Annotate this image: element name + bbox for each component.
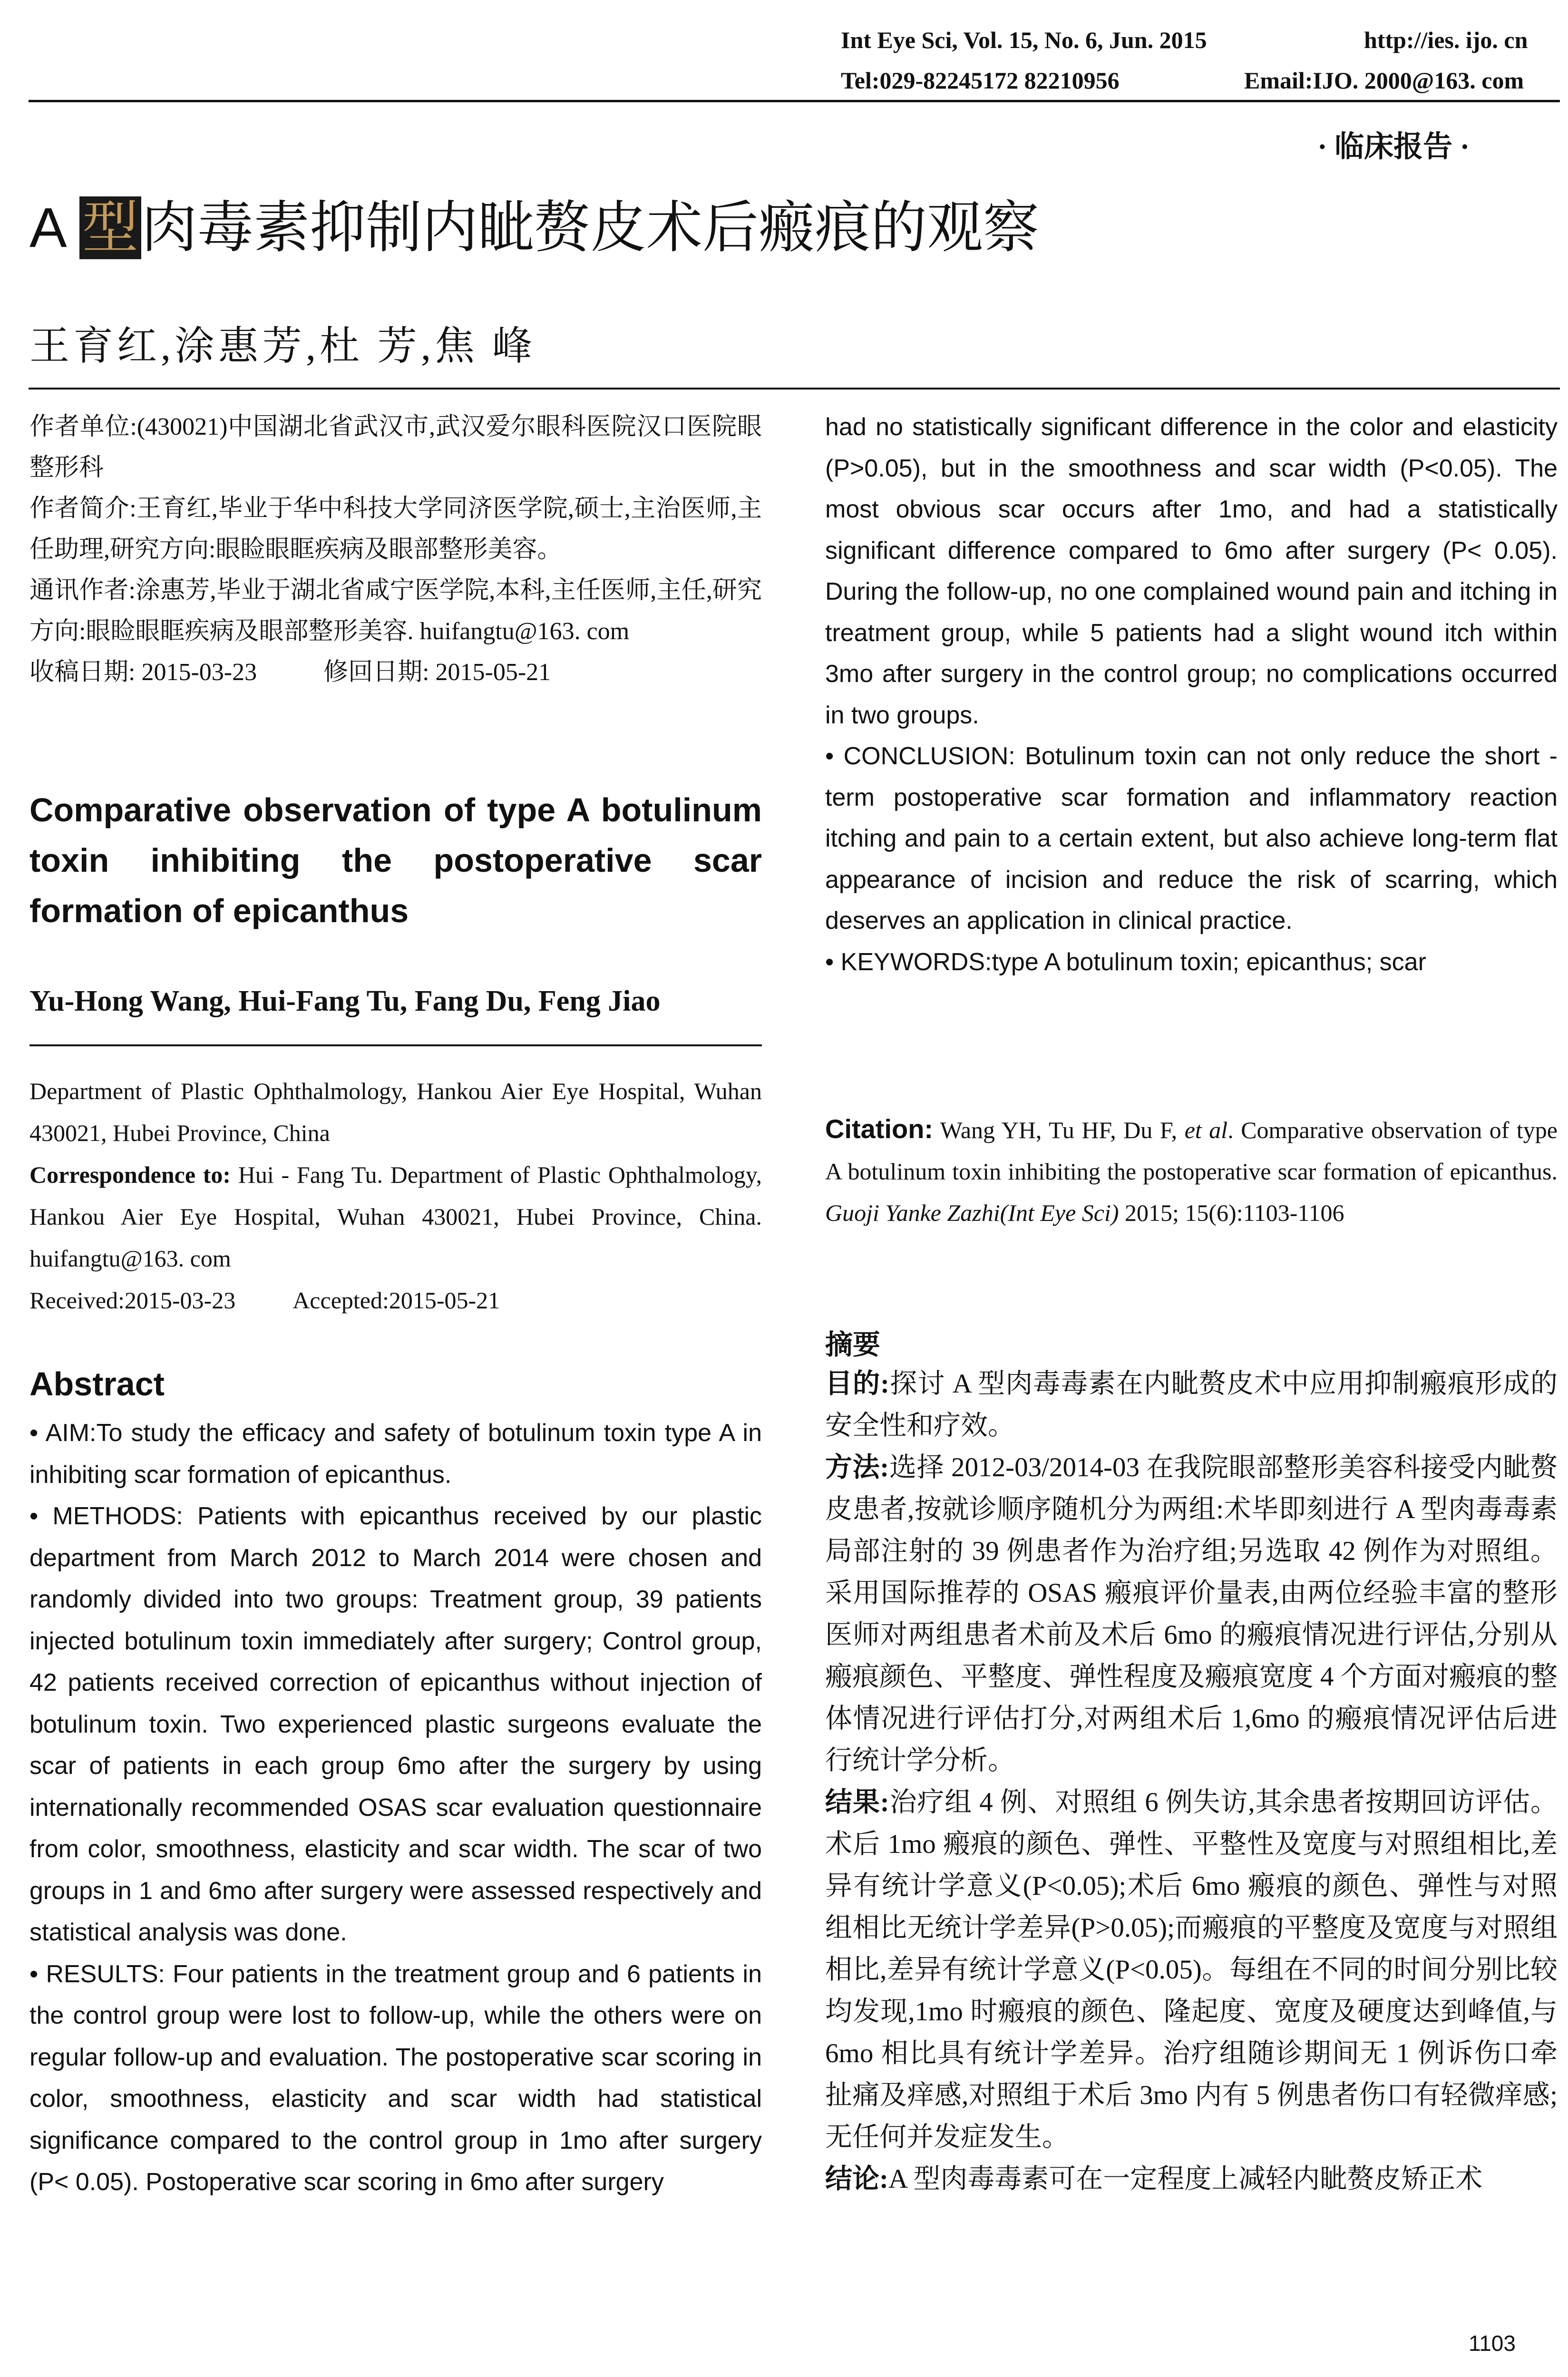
citation-label: Citation: <box>825 1114 934 1144</box>
cn-aim <box>825 1363 1558 1447</box>
citation-block <box>825 1108 1558 1279</box>
en-department: Department of Plastic Ophthalmology, Hankou Aier Eye Hospital, Wuhan 430021, Hubei Province, China <box>29 1078 762 1146</box>
citation-journal: Guoji Yanke Zazhi(Int Eye Sci) <box>825 1199 1119 1226</box>
en-correspondence <box>29 1154 762 1279</box>
abstract-heading: Abstract <box>29 1365 165 1403</box>
abstract-methods: • METHODS: Patients with epicanthus received by our plastic department from March 2012 to March 2014 were chosen and randomly divided into two groups: Treatment group, 39 patients injected botulinum toxin immediately after surgery; Control group, 42 patients received correction of epicanthus without injection of botulinum toxin. Two experienced plastic surgeons evaluate the scar of patients in each group 6mo after the surgery by using internationally recommended OSAS scar evaluation questionnaire from color, smoothness, elasticity and scar width. The scar of two groups in 1 and 6mo after surgery were assessed respectively and statistical analysis was done. <box>29 1502 762 1946</box>
abstract-results-left: • RESULTS: Four patients in the treatment group and 6 patients in the control group were lost to follow-up, while the others were on regular follow-up and evaluation. The postoperative scar scoring in color, smoothness, elasticity and scar width had statistical significance compared to the control group in 1mo after surgery (P< 0.05). Postoperative scar scoring in 6mo after surgery <box>29 1960 762 2196</box>
affiliation-cn: 作者单位:(430021)中国湖北省武汉市,武汉爱尔眼科医院汉口医院眼整形科 <box>29 413 762 481</box>
abstract-right-body <box>825 407 1558 1077</box>
authors-rule <box>29 388 1560 390</box>
author-info-cn <box>29 407 762 759</box>
cn-abstract-body <box>825 1363 1558 2362</box>
page-number: 1103 <box>1469 2331 1516 2356</box>
citation-body: . Comparative observation of type A botulinum toxin inhibiting the postoperative scar formation of epicanthus. <box>825 1117 1558 1185</box>
cn-abstract-heading: 摘要 <box>825 1329 881 1360</box>
abstract-left-body <box>29 1413 762 2345</box>
received-cn: 收稿日期: 2015-03-23 <box>29 659 257 686</box>
authors-cn: 王育红,涂惠芳,杜 芳,焦 峰 <box>29 324 536 369</box>
abstract-keywords: • KEYWORDS:type A botulinum toxin; epicanthus; scar <box>825 948 1426 976</box>
cn-aim-label: 目的: <box>825 1369 890 1399</box>
journal-email: Email:IJO. 2000@163. com <box>1244 67 1524 94</box>
correspondence-cn: 通讯作者:涂惠芳,毕业于湖北省咸宁医学院,本科,主任医师,主任,研究方向:眼睑眼眶疾病及眼部整形美容. huifangtu@163. com <box>29 577 762 645</box>
abstract-conclusion: • CONCLUSION: Botulinum toxin can not only reduce the short - term postoperative scar formation and inflammatory reaction itching and pain to a certain extent, but also achieve long-term flat appearance of incision and reduce the risk of scarring, which deserves an application in clinical practice. <box>825 742 1558 935</box>
journal-tel: Tel:029-82245172 82210956 <box>841 67 1120 94</box>
article-title <box>29 196 1040 259</box>
title-prefix: A <box>29 196 79 259</box>
cn-aim-text: 探讨 A 型肉毒毒素在内眦赘皮术中应用抑制瘢痕形成的安全性和疗效。 <box>825 1369 1558 1441</box>
en-correspondence-text: Hui - Fang Tu. Department of Plastic Ophthalmology, Hankou Aier Eye Hospital, Wuhan 430021, Hubei Province, China. huifangtu@163. com <box>29 1161 762 1272</box>
en-received: Received:2015-03-23 <box>29 1287 236 1314</box>
cn-conclusion <box>825 2158 1558 2200</box>
english-title: Comparative observation of type A botulinum toxin inhibiting the postoperative scar formation of epicanthus <box>29 791 762 929</box>
citation-authors: Wang YH, Tu HF, Du F, <box>940 1117 1178 1143</box>
title-highlight-char: 型 <box>79 196 141 259</box>
journal-url: http://ies. ijo. cn <box>1364 27 1528 53</box>
en-dates <box>29 1279 762 1321</box>
abstract-results-right: had no statistically significant difference in the color and elasticity (P>0.05), but in the smoothness and scar width (P<0.05). The most obvious scar occurs after 1mo, and had a statistically significant difference compared to 6mo after surgery (P< 0.05). During the follow-up, no one complained wound pain and itching in treatment group, while 5 patients had a slight wound itch within 3mo after surgery in the control group; no complications occurred in two groups. <box>825 413 1558 729</box>
cn-results-label: 结果: <box>825 1787 889 1817</box>
header-rule <box>29 100 1560 102</box>
abstract-aim: • AIM:To study the efficacy and safety of botulinum toxin type A in inhibiting scar formation of epicanthus. <box>29 1419 762 1489</box>
cn-conclusion-label: 结论: <box>825 2164 888 2194</box>
title-rest: 肉毒素抑制内眦赘皮术后瘢痕的观察 <box>141 196 1040 259</box>
english-author-info <box>29 1070 762 1327</box>
cn-methods <box>825 1447 1558 1782</box>
bio-cn: 作者简介:王育红,毕业于华中科技大学同济医学院,硕士,主治医师,主任助理,研究方向:眼睑眼眶疾病及眼部整形美容。 <box>29 495 762 563</box>
cn-results-text: 治疗组 4 例、对照组 6 例失访,其余患者按期回访评估。术后 1mo 瘢痕的颜色、弹性、平整性及宽度与对照组相比,差异有统计学意义(P<0.05);术后 6mo 瘢痕的颜色、弹性与对照组相比无统计学差异(P>0.05);而瘢痕的平整度及宽度与对照组相比,差异有统计学意义(P<0.05)。每组在不同的时间分别比较均发现,1mo 时瘢痕的颜色、隆起度、宽度及硬度达到峰值,与 6mo 相比具有统计学差异。治疗组随诊期间无 1 例诉伤口牵扯痛及痒感,对照组于术后 3mo 内有 5 例患者伤口有轻微痒感;无任何并发症发生。 <box>825 1787 1558 2152</box>
cn-conclusion-text: A 型肉毒毒素可在一定程度上减轻内眦赘皮矫正术 <box>888 2164 1483 2194</box>
section-tag: · 临床报告 · <box>1317 131 1470 163</box>
cn-methods-text: 选择 2012-03/2014-03 在我院眼部整形美容科接受内眦赘皮患者,按就诊顺序随机分为两组:术毕即刻进行 A 型肉毒毒素局部注射的 39 例患者作为治疗组;另选取 42 例作为对照组。采用国际推荐的 OSAS 瘢痕评价量表,由两位经验丰富的整形医师对两组患者术前及术后 6mo 的瘢痕情况进行评估,分别从瘢痕颜色、平整度、弹性程度及瘢痕宽度 4 个方面对瘢痕的整体情况进行评估打分,对两组术后 1,6mo 的瘢痕情况评估后进行统计学分析。 <box>825 1452 1558 1775</box>
cn-results <box>825 1782 1558 2158</box>
citation-tail: 2015; 15(6):1103-1106 <box>1125 1199 1344 1226</box>
citation-etal: et al <box>1184 1117 1228 1143</box>
revised-cn: 修回日期: 2015-05-21 <box>323 659 551 686</box>
journal-citation-header: Int Eye Sci, Vol. 15, No. 6, Jun. 2015 <box>841 27 1207 53</box>
en-correspondence-label: Correspondence to: <box>29 1161 231 1188</box>
en-accepted: Accepted:2015-05-21 <box>292 1287 500 1314</box>
cn-methods-label: 方法: <box>825 1452 889 1482</box>
en-authors-rule <box>29 1044 762 1046</box>
dates-cn <box>29 652 762 693</box>
english-authors: Yu-Hong Wang, Hui-Fang Tu, Fang Du, Feng Jiao <box>29 985 661 1017</box>
